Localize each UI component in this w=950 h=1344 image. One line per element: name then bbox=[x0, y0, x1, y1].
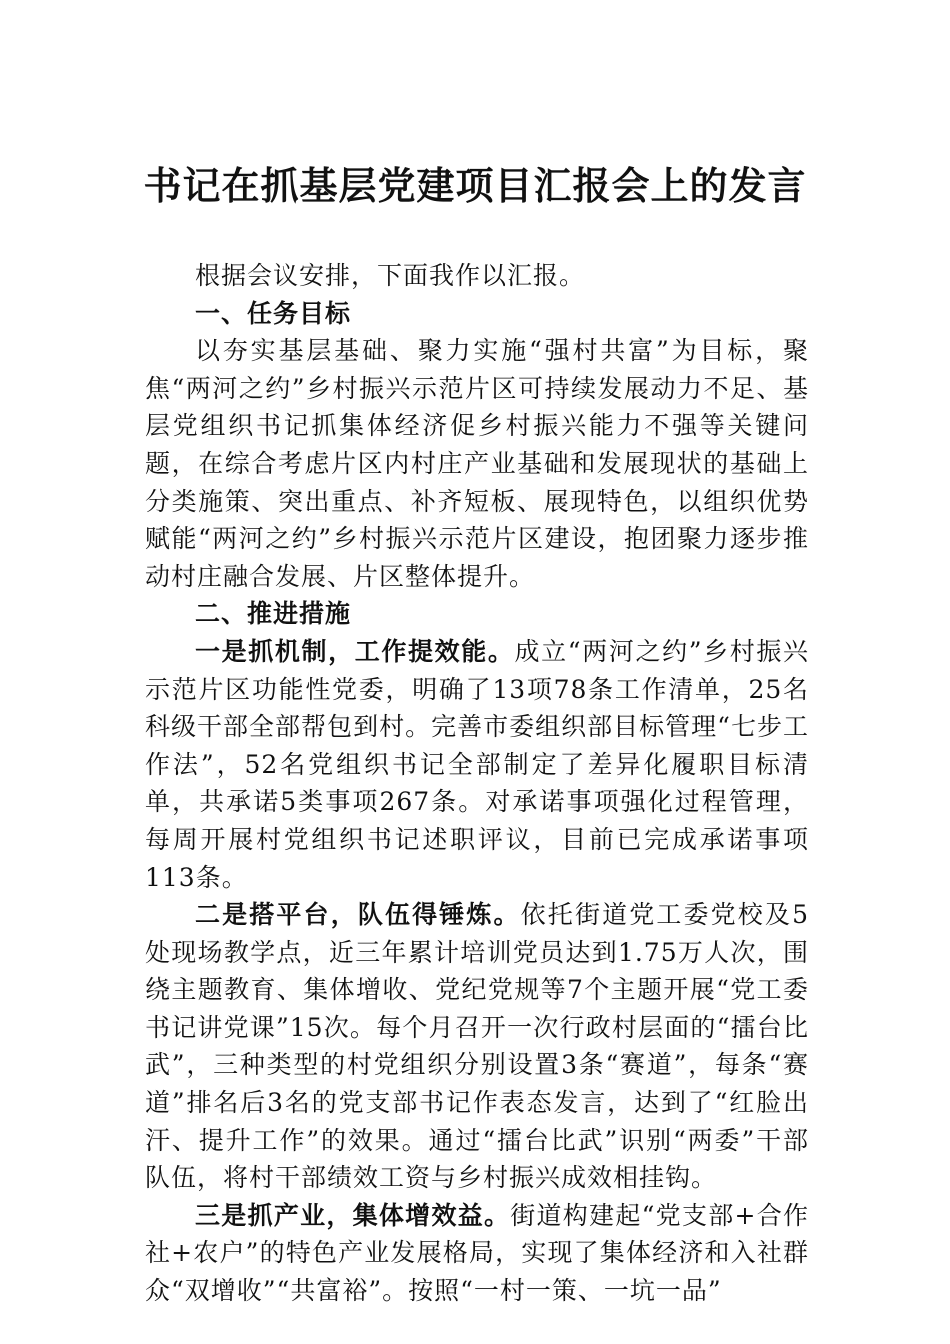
document-title: 书记在抓基层党建项目汇报会上的发言 bbox=[143, 163, 807, 208]
measure-paragraph-platform bbox=[145, 896, 809, 1197]
goals-paragraph: 以夯实基层基础、聚力实施“强村共富”为目标，聚焦“两河之约”乡村振兴示范片区可持续发展动力不足、基层党组织书记抓集体经济促乡村振兴能力不强等关键问题，在综合考虑片区内村庄产业基础和发展现状的基础上分类施策、突出重点、补齐短板、展现特色，以组织优势赋能“两河之约”乡村振兴示范片区建设，抱团聚力逐步推动村庄融合发展、片区整体提升。 bbox=[145, 336, 809, 591]
section-heading-measures: 二、推进措施 bbox=[195, 599, 352, 629]
section-heading-goals: 一、任务目标 bbox=[195, 298, 352, 328]
measure-lead-platform: 二是搭平台，队伍得锤炼。 bbox=[195, 900, 521, 930]
measure-text-platform: 依托街道党工委党校及5处现场教学点，近三年累计培训党员达到1.75万人次，围绕主题教育、集体增收、党纪党规等7个主题开展“党工委书记讲党课”15次。每个月召开一次行政村层面的“擂台比武”，三种类型的村党组织分别设置3条“赛道”，每条“赛道”排名后3名的党支部书记作表态发言，达到了“红脸出汗、提升工作”的效果。通过“擂台比武”识别“两委”干部队伍，将村干部绩效工资与乡村振兴成效相挂钩。 bbox=[145, 900, 809, 1193]
measure-paragraph-mechanism bbox=[145, 633, 809, 896]
measure-text-mechanism: 成立“两河之约”乡村振兴示范片区功能性党委，明确了13项78条工作清单，25名科级干部全部帮包到村。完善市委组织部目标管理“七步工作法”，52名党组织书记全部制定了差异化履职目标清单，共承诺5类事项267条。对承诺事项强化过程管理，每周开展村党组织书记述职评议，目前已完成承诺事项113条。 bbox=[145, 636, 809, 892]
measure-paragraph-industry bbox=[145, 1197, 809, 1310]
document-body bbox=[145, 257, 809, 1310]
measure-lead-industry: 三是抓产业，集体增效益。 bbox=[195, 1200, 511, 1230]
intro-paragraph: 根据会议安排，下面我作以汇报。 bbox=[195, 261, 586, 290]
measure-lead-mechanism: 一是抓机制，工作提效能。 bbox=[195, 636, 515, 666]
measure-text-industry: 街道构建起“党支部+合作社+农户”的特色产业发展格局，实现了集体经济和入社群众“双增收”“共富裕”。按照“一村一策、一坑一品” bbox=[145, 1200, 809, 1306]
